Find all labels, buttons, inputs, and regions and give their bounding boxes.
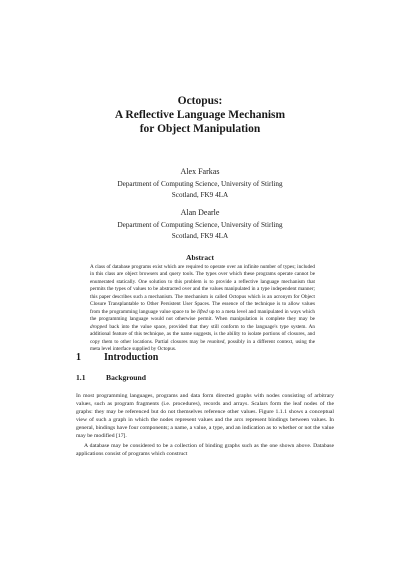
author-name: Alex Farkas [180,167,220,176]
subsection-title: Background [106,373,146,382]
author-name: Alan Dearle [180,208,220,217]
abstract-emphasis: reunited [207,338,225,345]
abstract-text-part: A class of database programs exist which are required to operate over an infinite number of types; included in this class are object browsers and query tools. The types over which these programs operate cannot be enumerated statically. One solution to this problem is to provide a reflective language mechanism that permits the types of values to be abstracted over and the values manipulated in a type independent manner; this paper describes such a mechanism. The mechanism is called Octopus which is an acronym for Object Closure Transplantable to Other Persistent User Spaces. The essence of the technique is to allow values from the programming language value space to be [90,264,315,315]
author-department: Department of Computing Science, University of Stirling [117,180,283,188]
body-text [76,392,334,458]
author-department: Department of Computing Science, University of Stirling [117,221,283,229]
body-paragraph: In most programming languages, programs and data form directed graphs with nodes consisting of arbitrary values, such as program fragments (i.e. procedures), records and arrays. Scalars form the leaf nodes of the graphs: they may be referenced but do not themselves reference other values. Figure 1.1.1 shows a conceptual view of such a graph in which the nodes represent values and the arcs represent bindings between values. In general, bindings have four components; a name, a value, a type, and an indication as to whether or not the value may be modified [17]. [76,393,334,440]
abstract-emphasis: lifted [197,308,208,315]
author-block-2 [60,207,340,241]
section-heading-introduction [76,352,336,363]
subsection-number: 1.1 [76,373,86,382]
title-line-2: A Reflective Language Mechanism [114,109,286,121]
abstract-text-part: back into the value space, provided that they still conform to the language's type system. An additional feature of this technique, as the name suggests, is the ability to isolate portions of closures, and copy them to other locations. Partial closures may be [90,323,315,345]
author-location: Scotland, FK9 4LA [171,190,229,199]
section-number: 1 [76,352,81,363]
body-paragraph: A database may be considered to be a collection of binding graphs such as the one shown above. Database applications consist of programs which construct [76,442,334,457]
abstract-text-part: , possibly in a different context, using the meta level interface supplied by Octopus. [90,338,315,352]
abstract-text-part: up to a meta level and manipulated in ways which the programming language would not otherwise permit. When manipulation is complete they may be [90,308,315,323]
section-title: Introduction [104,352,159,363]
title-line-3: for Object Manipulation [139,123,261,135]
author-block-1 [60,166,340,200]
abstract-heading: Abstract [186,253,214,262]
subsection-heading-background [76,373,336,382]
abstract-text [90,264,315,353]
author-location: Scotland, FK9 4LA [171,231,229,240]
title-line-1: Octopus: [177,95,223,107]
abstract-emphasis: dropped [90,323,108,330]
paper-title [60,94,340,136]
